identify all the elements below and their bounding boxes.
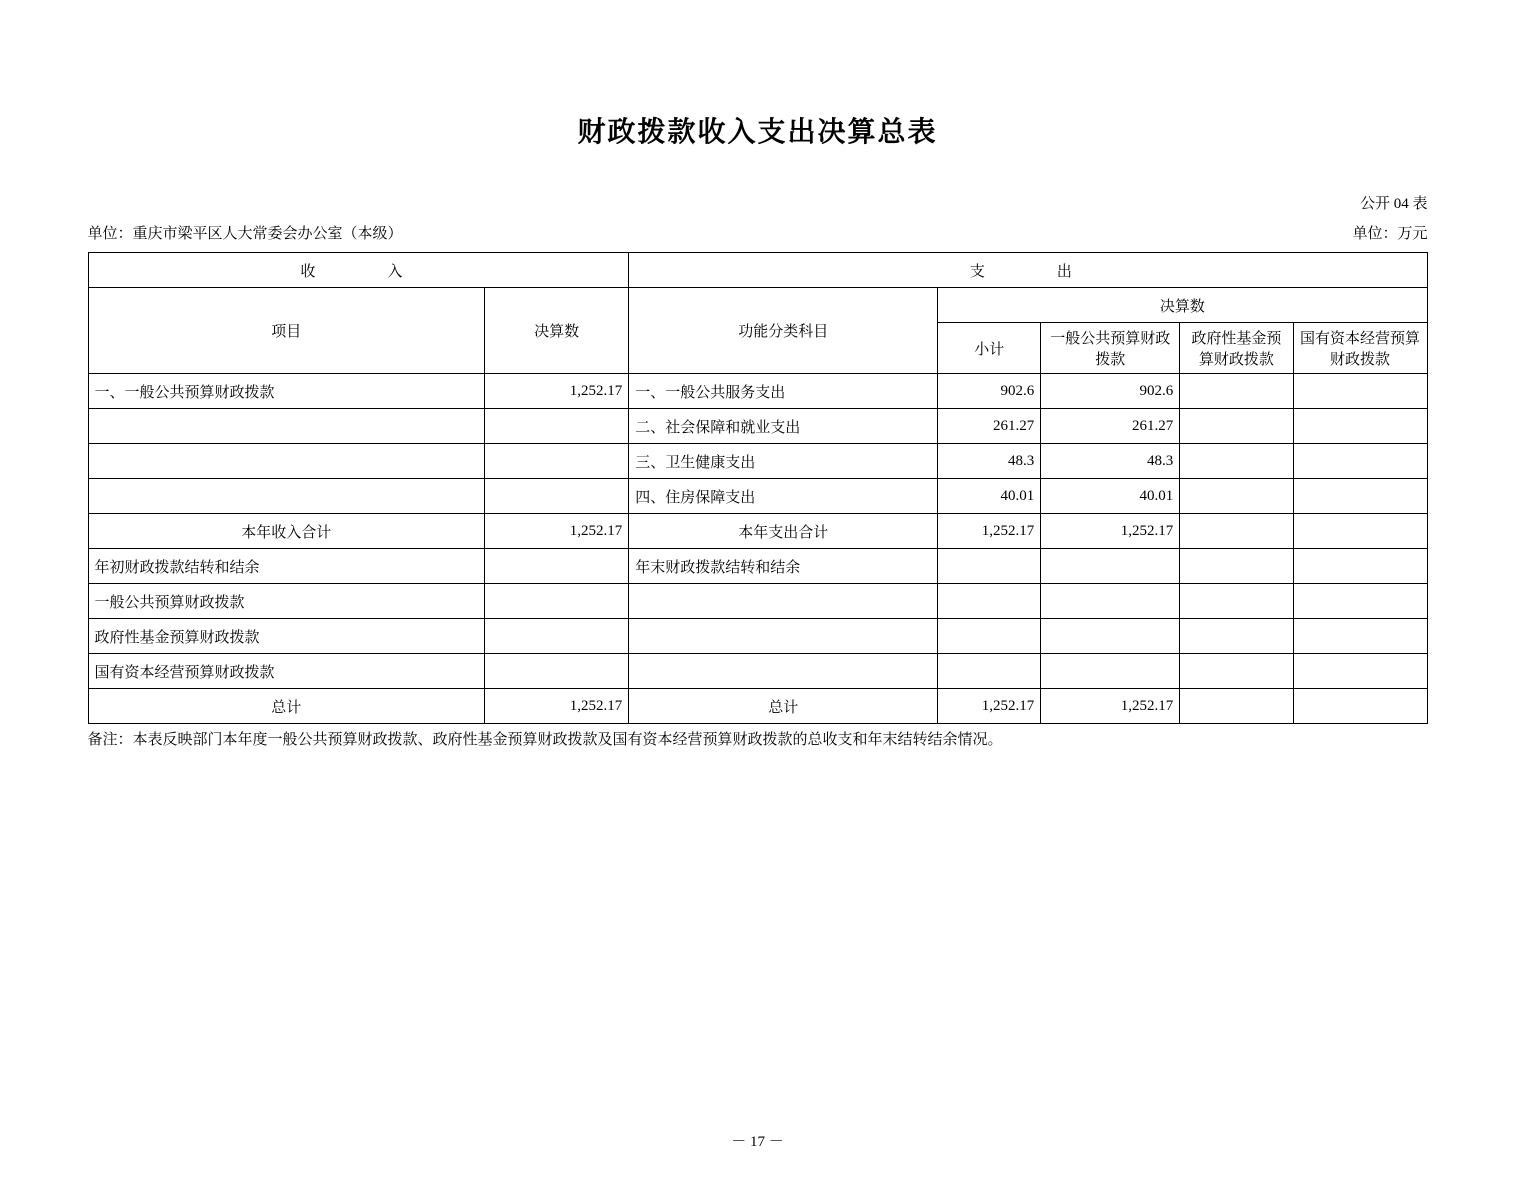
expense-fund (1180, 444, 1293, 479)
form-number: 公开 04 表 (1359, 196, 1428, 212)
header-expense-category: 功能分类科目 (629, 288, 938, 374)
expense-subtotal: 1,252.17 (938, 689, 1041, 724)
expense-label: 四、住房保障支出 (629, 479, 938, 514)
expense-subtotal (938, 619, 1041, 654)
header-state-capital-budget: 国有资本经营预算财政拨款 (1293, 323, 1427, 374)
table-row (88, 374, 1427, 409)
expense-subtotal: 1,252.17 (938, 514, 1041, 549)
expense-general (1041, 549, 1180, 584)
table-row (88, 619, 1427, 654)
expense-general: 902.6 (1041, 374, 1180, 409)
expense-fund (1180, 584, 1293, 619)
header-subtotal: 小计 (938, 323, 1041, 374)
income-label: 一、一般公共预算财政拨款 (88, 374, 485, 409)
income-amount (485, 549, 629, 584)
income-label: 本年收入合计 (88, 514, 485, 549)
expense-capital (1293, 619, 1427, 654)
unit-name: 单位：重庆市梁平区人大常委会办公室（本级） (87, 226, 403, 242)
table-row (88, 514, 1427, 549)
income-label: 总计 (88, 689, 485, 724)
table-note: 备注：本表反映部门本年度一般公共预算财政拨款、政府性基金预算财政拨款及国有资本经营预算财政拨款的总收支和年末结转结余情况。 (87, 732, 1003, 748)
expense-fund (1180, 374, 1293, 409)
expense-general: 1,252.17 (1041, 689, 1180, 724)
income-amount: 1,252.17 (485, 689, 629, 724)
income-label (88, 444, 485, 479)
expense-label: 总计 (629, 689, 938, 724)
expense-general (1041, 584, 1180, 619)
income-amount: 1,252.17 (485, 514, 629, 549)
table-row (88, 479, 1427, 514)
expense-subtotal (938, 549, 1041, 584)
expense-fund (1180, 654, 1293, 689)
expense-subtotal: 40.01 (938, 479, 1041, 514)
table-row (88, 654, 1427, 689)
expense-fund (1180, 479, 1293, 514)
expense-general: 1,252.17 (1041, 514, 1180, 549)
expense-fund (1180, 619, 1293, 654)
header-income-amount: 决算数 (485, 288, 629, 374)
income-label: 国有资本经营预算财政拨款 (88, 654, 485, 689)
expense-subtotal: 902.6 (938, 374, 1041, 409)
expense-label: 二、社会保障和就业支出 (629, 409, 938, 444)
expense-capital (1293, 514, 1427, 549)
expense-label: 本年支出合计 (629, 514, 938, 549)
income-label: 年初财政拨款结转和结余 (88, 549, 485, 584)
expense-subtotal: 261.27 (938, 409, 1041, 444)
unit-row (88, 222, 1428, 244)
table-row (88, 584, 1427, 619)
expense-general: 40.01 (1041, 479, 1180, 514)
income-amount (485, 584, 629, 619)
table-subheader-row (88, 288, 1427, 323)
income-label (88, 479, 485, 514)
expense-fund (1180, 689, 1293, 724)
income-amount (485, 619, 629, 654)
page-number: － 17 － (731, 1134, 784, 1150)
header-income-item: 项目 (88, 288, 485, 374)
expense-capital (1293, 549, 1427, 584)
expense-general (1041, 619, 1180, 654)
income-label (88, 409, 485, 444)
expense-label (629, 584, 938, 619)
document-page (0, 110, 1515, 1179)
table-row (88, 549, 1427, 584)
form-number-row (88, 192, 1428, 214)
income-label: 政府性基金预算财政拨款 (88, 619, 485, 654)
expense-subtotal (938, 584, 1041, 619)
table-row (88, 689, 1427, 724)
header-settlement: 决算数 (938, 288, 1427, 323)
expense-label: 年末财政拨款结转和结余 (629, 549, 938, 584)
table-group-header-row (88, 253, 1427, 288)
group-header-income: 收 入 (88, 253, 629, 288)
expense-general: 261.27 (1041, 409, 1180, 444)
page-title: 财政拨款收入支出决算总表 (577, 117, 938, 148)
expense-fund (1180, 409, 1293, 444)
expense-capital (1293, 584, 1427, 619)
budget-table (88, 252, 1428, 724)
expense-label: 一、一般公共服务支出 (629, 374, 938, 409)
group-header-expense: 支 出 (629, 253, 1427, 288)
expense-fund (1180, 514, 1293, 549)
expense-label: 三、卫生健康支出 (629, 444, 938, 479)
income-amount (485, 654, 629, 689)
income-amount (485, 444, 629, 479)
income-amount (485, 409, 629, 444)
expense-capital (1293, 374, 1427, 409)
expense-capital (1293, 409, 1427, 444)
expense-subtotal: 48.3 (938, 444, 1041, 479)
expense-general: 48.3 (1041, 444, 1180, 479)
expense-capital (1293, 444, 1427, 479)
income-label: 一般公共预算财政拨款 (88, 584, 485, 619)
amount-unit: 单位：万元 (1352, 226, 1428, 242)
expense-capital (1293, 479, 1427, 514)
expense-label (629, 619, 938, 654)
expense-capital (1293, 689, 1427, 724)
expense-label (629, 654, 938, 689)
income-amount (485, 479, 629, 514)
table-row (88, 409, 1427, 444)
income-amount: 1,252.17 (485, 374, 629, 409)
table-row (88, 444, 1427, 479)
expense-capital (1293, 654, 1427, 689)
header-general-public-budget: 一般公共预算财政拨款 (1041, 323, 1180, 374)
expense-fund (1180, 549, 1293, 584)
expense-general (1041, 654, 1180, 689)
expense-subtotal (938, 654, 1041, 689)
header-gov-fund-budget: 政府性基金预算财政拨款 (1180, 323, 1293, 374)
